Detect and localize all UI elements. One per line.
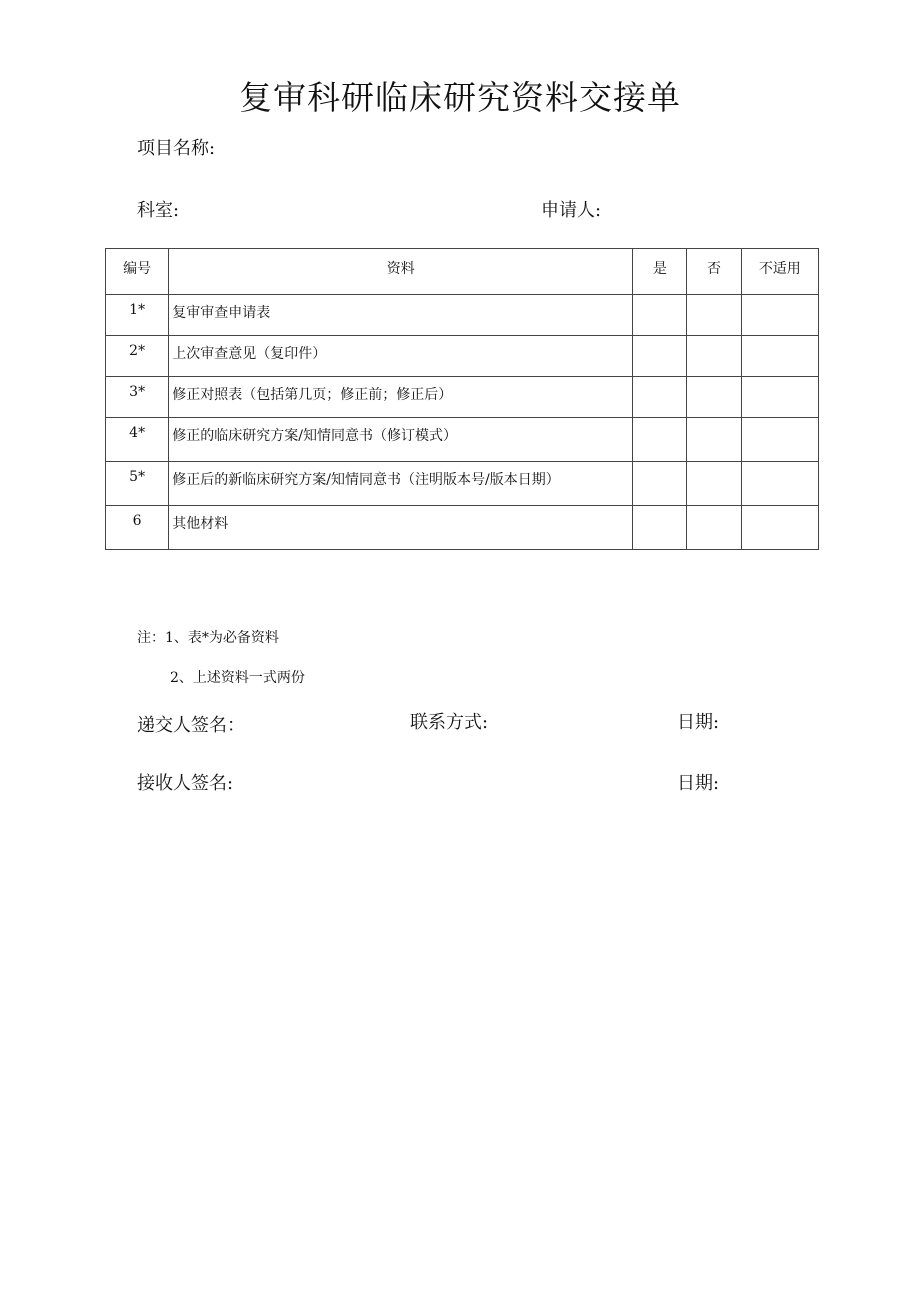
yes-cell[interactable] <box>633 462 687 506</box>
yes-cell[interactable] <box>633 377 687 418</box>
header-material: 资料 <box>169 249 633 295</box>
no-cell[interactable] <box>687 462 741 506</box>
not-applicable-cell[interactable] <box>741 377 818 418</box>
not-applicable-cell[interactable] <box>741 418 818 462</box>
project-name-label: 项目名称: <box>137 138 216 159</box>
receive-date-label: 日期: <box>677 773 720 794</box>
header-no: 否 <box>687 249 741 295</box>
no-cell[interactable] <box>687 506 741 550</box>
header-not-applicable: 不适用 <box>741 249 818 295</box>
materials-table <box>105 248 819 550</box>
table-header-row <box>106 249 819 295</box>
no-cell[interactable] <box>687 295 741 336</box>
not-applicable-cell[interactable] <box>741 295 818 336</box>
applicant-label: 申请人: <box>541 200 602 221</box>
note-two-copies: 2、上述资料一式两份 <box>170 670 305 686</box>
not-applicable-cell[interactable] <box>741 506 818 550</box>
submit-date-label: 日期: <box>677 712 720 733</box>
no-cell[interactable] <box>687 418 741 462</box>
no-cell[interactable] <box>687 377 741 418</box>
yes-cell[interactable] <box>633 336 687 377</box>
table-row <box>106 506 819 550</box>
yes-cell[interactable] <box>633 295 687 336</box>
row-item: 修正后的新临床研究方案/知情同意书（注明版本号/版本日期） <box>169 462 633 506</box>
table-row <box>106 462 819 506</box>
not-applicable-cell[interactable] <box>741 462 818 506</box>
row-item: 其他材料 <box>169 506 633 550</box>
yes-cell[interactable] <box>633 418 687 462</box>
table-row <box>106 418 819 462</box>
row-number: 4* <box>106 418 169 462</box>
row-item: 上次审查意见（复印件） <box>169 336 633 377</box>
page-title: 复审科研临床研究资料交接单 <box>239 78 681 117</box>
row-number: 3* <box>106 377 169 418</box>
table-row <box>106 295 819 336</box>
row-item: 修正对照表（包括第几页；修正前；修正后） <box>169 377 633 418</box>
table-row <box>106 336 819 377</box>
receiver-signature-label: 接收人签名: <box>137 773 234 794</box>
row-number: 5* <box>106 462 169 506</box>
not-applicable-cell[interactable] <box>741 336 818 377</box>
department-label: 科室: <box>137 200 180 221</box>
row-item: 修正的临床研究方案/知情同意书（修订模式） <box>169 418 633 462</box>
no-cell[interactable] <box>687 336 741 377</box>
row-number: 1* <box>106 295 169 336</box>
row-number: 2* <box>106 336 169 377</box>
table-row <box>106 377 819 418</box>
contact-label: 联系方式: <box>410 712 489 733</box>
note-required-materials: 注：1、表*为必备资料 <box>137 630 279 646</box>
header-number: 编号 <box>106 249 169 295</box>
header-yes: 是 <box>633 249 687 295</box>
row-number: 6 <box>106 506 169 550</box>
row-item: 复审审查申请表 <box>169 295 633 336</box>
yes-cell[interactable] <box>633 506 687 550</box>
submitter-signature-label: 递交人签名： <box>137 715 245 736</box>
